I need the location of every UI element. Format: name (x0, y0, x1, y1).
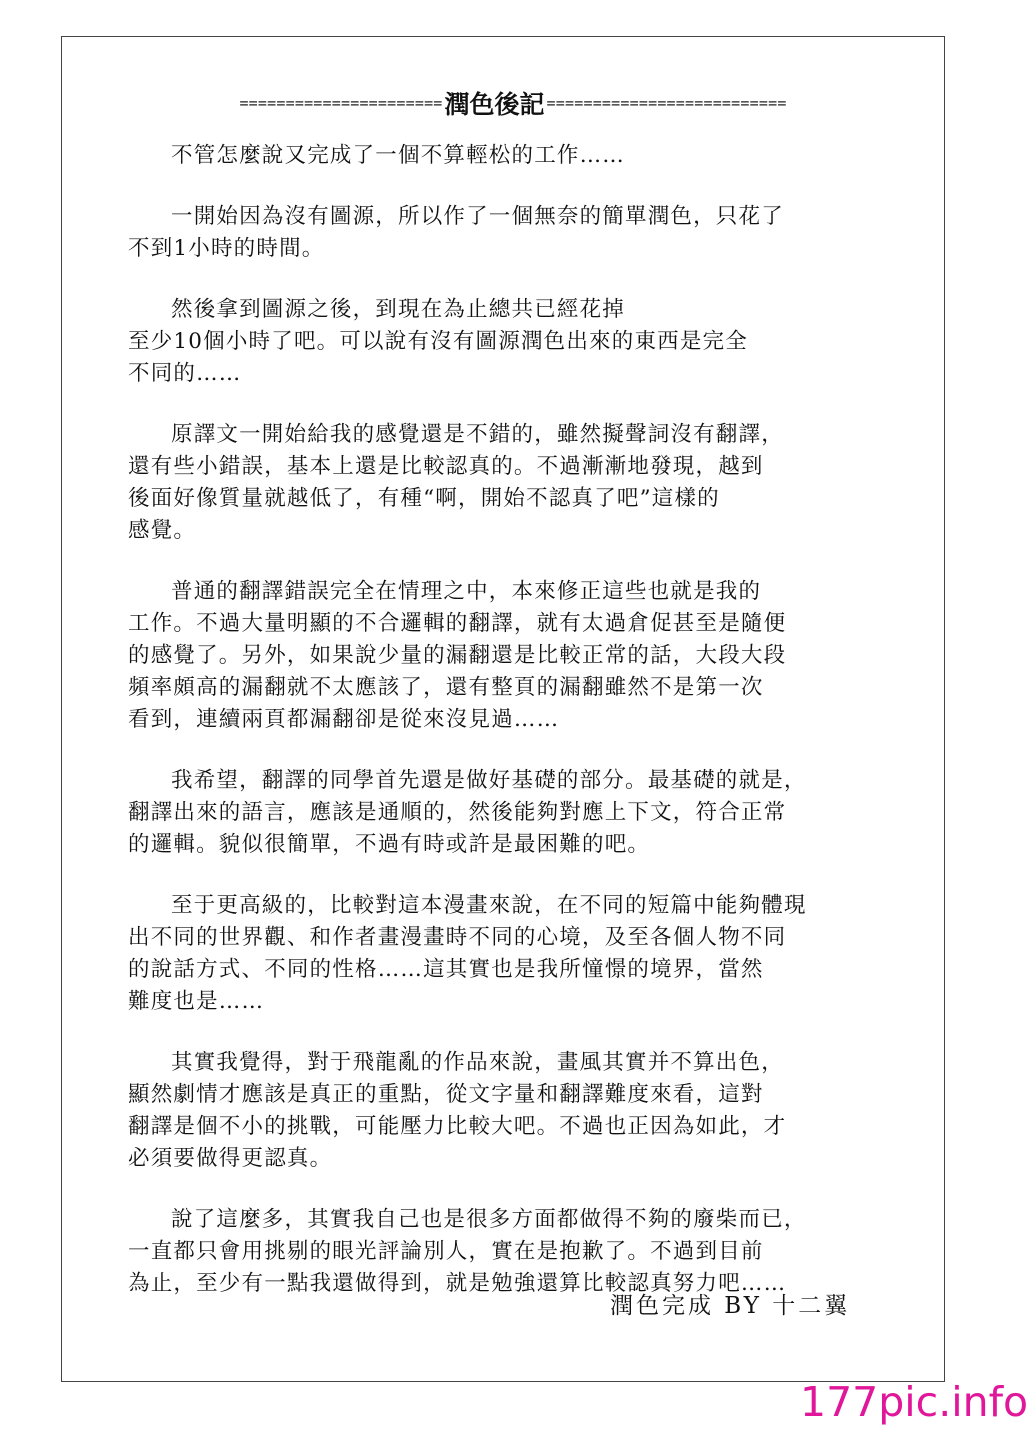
page-title: 潤色後記 (444, 90, 545, 119)
paragraph: 其實我覺得，對于飛龍亂的作品來說，畫風其實并不算出色， 顯然劇情才應該是真正的重點，從文字量和翻譯難度來看，這對 翻譯是個不小的挑戰，可能壓力比較大吧。不過也正因為如此，才 必須要做得更認真。 (128, 1050, 787, 1171)
paragraph: 至于更高級的，比較對這本漫畫來說，在不同的短篇中能夠體現 出不同的世界觀、和作者畫漫畫時不同的心境，及至各個人物不同 的說話方式、不同的性格……這其實也是我所憧憬的境界，當然 難度也是…… (128, 893, 807, 1014)
watermark: 177pic.info (800, 1378, 1028, 1426)
signature: 潤色完成 BY 十二翼 (610, 1293, 851, 1319)
paragraph: 不管怎麼說又完成了一個不算輕松的工作…… (171, 143, 626, 168)
paragraph: 我希望，翻譯的同學首先還是做好基礎的部分。最基礎的就是， 翻譯出來的語言，應該是通順的，然後能夠對應上下文，符合正常 的邏輯。貌似很簡單，不過有時或許是最困難的吧。 (128, 768, 807, 857)
header-rule-left: ====================== (239, 94, 443, 112)
paragraph: 普通的翻譯錯誤完全在情理之中，本來修正這些也就是我的 工作。不過大量明顯的不合邏輯的翻譯，就有太過倉促甚至是隨便 的感覺了。另外，如果說少量的漏翻還是比較正常的話，大段大段 頻率頗高的漏翻就不太應該了，還有整頁的漏翻雖然不是第一次 看到，連續兩頁都漏翻卻是從來沒見過…… (128, 579, 787, 732)
afterword-body (128, 140, 918, 1329)
paragraph: 說了這麼多，其實我自己也是很多方面都做得不夠的廢柴而已， 一直都只會用挑剔的眼光評論別人，實在是抱歉了。不過到目前 為止，至少有一點我還做得到，就是勉強還算比較認真努力吧…… (128, 1207, 807, 1296)
header-rule-right: ========================== (546, 94, 787, 112)
page-header (128, 86, 898, 120)
paragraph: 一開始因為沒有圖源，所以作了一個無奈的簡單潤色，只花了 不到1小時的時間。 (128, 204, 784, 261)
paragraph: 然後拿到圖源之後，到現在為止總共已經花掉 至少10個小時了吧。可以說有沒有圖源潤色出來的東西是完全 不同的…… (128, 297, 748, 386)
paragraph: 原譯文一開始給我的感覺還是不錯的，雖然擬聲詞沒有翻譯， 還有些小錯誤，基本上還是比較認真的。不過漸漸地發現，越到 後面好像質量就越低了，有種“啊，開始不認真了吧”這樣的 感覺。 (128, 422, 784, 543)
